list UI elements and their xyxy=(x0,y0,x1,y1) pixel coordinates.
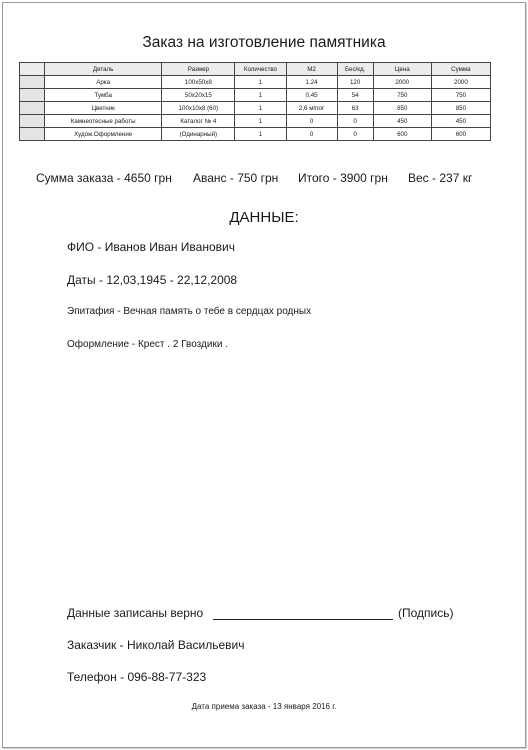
customer-phone: Телефон - 096-88-77-323 xyxy=(67,670,207,684)
document-title: Заказ на изготовление памятника xyxy=(142,34,386,51)
table-cell: 1 xyxy=(235,128,286,141)
table-cell: 1 xyxy=(235,115,286,128)
order-date: Дата приема заказа - 13 января 2016 г. xyxy=(191,702,337,711)
table-header-cell: М2 xyxy=(286,63,337,76)
table-cell: 850 xyxy=(373,102,431,115)
table-row xyxy=(20,102,491,115)
table-cell: 1 xyxy=(235,89,286,102)
table-header-cell: Размер xyxy=(162,63,235,76)
table-cell: Арка xyxy=(45,76,162,89)
table-cell: 120 xyxy=(337,76,373,89)
table-cell: 450 xyxy=(431,115,490,128)
summary-advance: Аванс - 750 грн xyxy=(193,171,279,185)
customer-name: Заказчик - Николай Васильевич xyxy=(67,638,245,652)
table-row xyxy=(20,115,491,128)
field-epitaph: Эпитафия - Вечная память о тебе в сердцах родных xyxy=(67,306,312,317)
confirm-label: Данные записаны верно xyxy=(67,606,204,620)
table-cell: 1 xyxy=(235,102,286,115)
table-cell: 100х10х8 (60) xyxy=(162,102,235,115)
table-cell: 0 xyxy=(337,128,373,141)
table-cell: 600 xyxy=(373,128,431,141)
table-row xyxy=(20,76,491,89)
table-cell: Камнеотесные работы xyxy=(45,115,162,128)
table-cell: 63 xyxy=(337,102,373,115)
table-cell: (Одинарный) xyxy=(162,128,235,141)
table-cell: 0 xyxy=(337,115,373,128)
table-header-cell xyxy=(20,63,45,76)
table-cell: 54 xyxy=(337,89,373,102)
table-cell xyxy=(20,102,45,115)
table-cell: 2000 xyxy=(431,76,490,89)
table-header-cell: Количество xyxy=(235,63,286,76)
table-cell: 100х50х8 xyxy=(162,76,235,89)
signature-line xyxy=(213,619,393,620)
table-cell: 450 xyxy=(373,115,431,128)
table-cell: 0 xyxy=(286,115,337,128)
summary-total: Сумма заказа - 4650 грн xyxy=(36,171,172,185)
table-cell: Худож.Оформление xyxy=(45,128,162,141)
table-cell: 1 xyxy=(235,76,286,89)
table-cell: 0 xyxy=(286,128,337,141)
table-cell xyxy=(20,115,45,128)
table-cell: 750 xyxy=(431,89,490,102)
table-cell: 750 xyxy=(373,89,431,102)
table-cell xyxy=(20,128,45,141)
table-header-cell: Деталь xyxy=(45,63,162,76)
table-header-cell: Сумма xyxy=(431,63,490,76)
table-cell: 50х20х15 xyxy=(162,89,235,102)
field-dates: Даты - 12,03,1945 - 22,12,2008 xyxy=(67,273,238,287)
table-cell: 0,45 xyxy=(286,89,337,102)
field-fio: ФИО - Иванов Иван Иванович xyxy=(67,240,235,254)
section-title: ДАННЫЕ: xyxy=(229,209,299,226)
field-design: Оформление - Крест . 2 Гвоздики . xyxy=(67,339,228,350)
table-row xyxy=(20,89,491,102)
table-header-cell: Цена xyxy=(373,63,431,76)
order-table xyxy=(19,62,491,141)
table-cell xyxy=(20,89,45,102)
table-cell xyxy=(20,76,45,89)
table-cell: Цветник xyxy=(45,102,162,115)
table-cell: 2000 xyxy=(373,76,431,89)
summary-weight: Вес - 237 кг xyxy=(408,171,473,185)
signature-note: (Подпись) xyxy=(398,606,454,620)
table-cell: 850 xyxy=(431,102,490,115)
table-cell: 1,24 xyxy=(286,76,337,89)
table-header-row xyxy=(20,63,491,76)
table-cell: 2,6 м/пог xyxy=(286,102,337,115)
table-row xyxy=(20,128,491,141)
table-header-cell: Бес/кд. xyxy=(337,63,373,76)
table-cell: Каталог № 4 xyxy=(162,115,235,128)
summary-result: Итого - 3900 грн xyxy=(298,171,388,185)
table-cell: Тумба xyxy=(45,89,162,102)
table-cell: 600 xyxy=(431,128,490,141)
